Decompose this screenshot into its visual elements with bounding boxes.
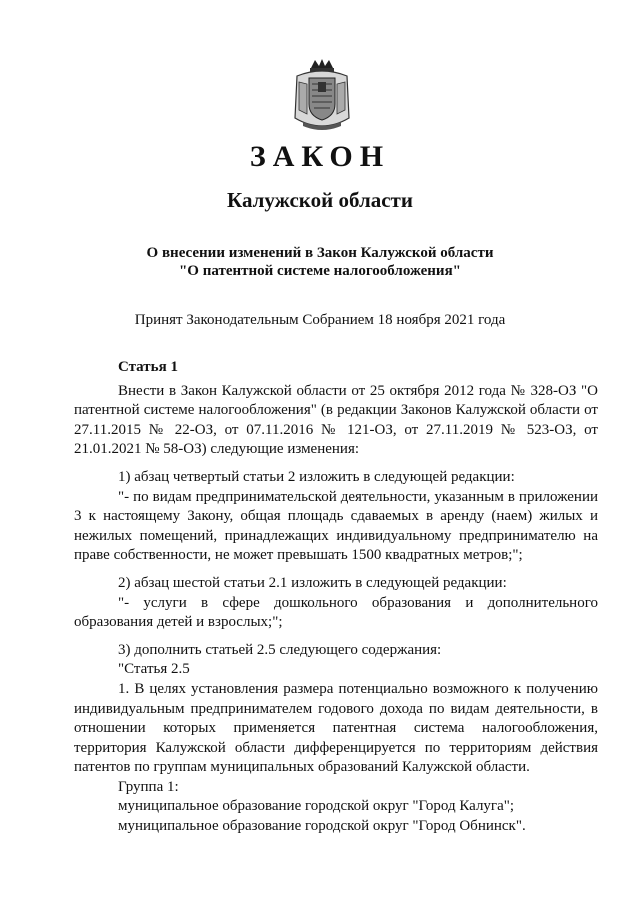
- law-body: [74, 358, 598, 837]
- region-title: Калужской области: [227, 188, 413, 212]
- adoption-date: Принят Законодательным Собранием 18 ноября 2021 года: [134, 312, 506, 328]
- item-3: 3) дополнить статьей 2.5 следующего содержания:: [118, 641, 442, 658]
- law-title: ЗАКОН: [249, 140, 391, 173]
- subject-line-2: "О патентной системе налогообложения": [178, 263, 462, 279]
- clause-1: 1. В целях установления размера потенциально возможного к получению индивидуальным предпринимателем годового дохода по видам деятельности, в отношении которых применяется патентная система налогообложения, территория Калужской области дифференцируется по территориям действия патентов по группам муниципальных образований Калужской области.: [74, 680, 598, 776]
- new-article-heading: "Статья 2.5: [118, 661, 190, 678]
- law-subject: [0, 244, 640, 280]
- group-1: Группа 1:: [118, 778, 179, 795]
- subject-line-1: О внесении изменений в Закон Калужской области: [146, 245, 494, 261]
- item-2-text: "- услуги в сфере дошкольного образования и дополнительного образования детей и взрослых;";: [74, 594, 598, 631]
- item-1-text: "- по видам предпринимательской деятельности, указанным в приложении 3 к настоящему Закону, общая площадь сдаваемых в аренду (наем) жилых и нежилых помещений, принадлежащих индивидуальному предпринимателю на праве собственности, не может превышать 1500 квадратных метров;";: [74, 488, 598, 564]
- municipality-2: муниципальное образование городской округ "Город Обнинск".: [118, 818, 526, 835]
- item-1: 1) абзац четвертый статьи 2 изложить в следующей редакции:: [118, 468, 515, 485]
- item-2: 2) абзац шестой статьи 2.1 изложить в следующей редакции:: [118, 574, 507, 591]
- article-heading: Статья 1: [118, 359, 178, 375]
- municipality-1: муниципальное образование городской округ "Город Калуга";: [118, 798, 515, 815]
- coat-of-arms-icon: [289, 58, 355, 134]
- article-intro: Внести в Закон Калужской области от 25 октября 2012 года № 328-ОЗ "О патентной системе налогообложения" (в редакции Законов Калужской области от 27.11.2015 № 22-ОЗ, от 07.11.2016 № 121-ОЗ, от 27.11.2019 № 523-ОЗ, от 21.01.2021 № 58-ОЗ) следующие изменения:: [74, 382, 598, 458]
